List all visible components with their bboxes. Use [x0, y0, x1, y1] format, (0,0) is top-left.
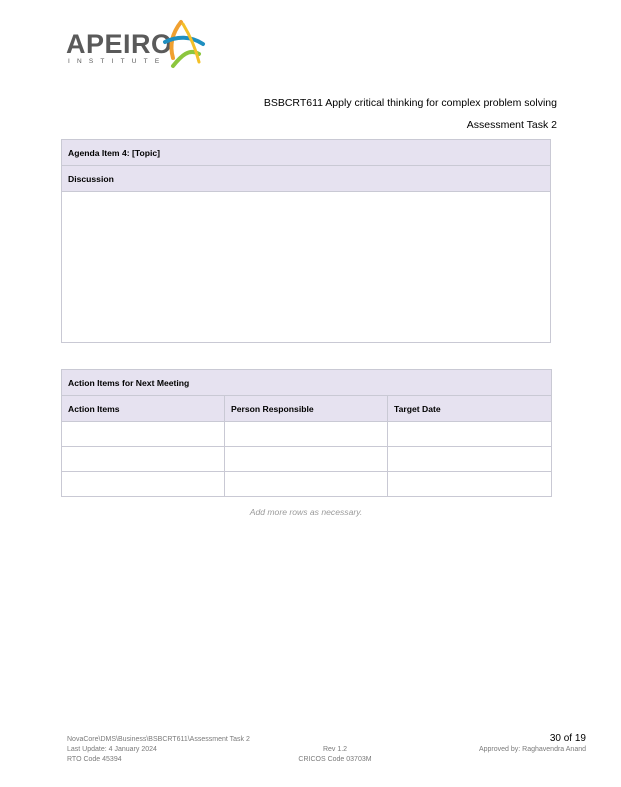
- table-cell[interactable]: [62, 422, 225, 447]
- footer-approved-by: Approved by: Raghavendra Anand: [478, 746, 586, 753]
- table-cell[interactable]: [388, 472, 552, 497]
- footer-left: [67, 735, 250, 765]
- column-header: Action Items: [62, 396, 225, 422]
- table-row: [62, 422, 552, 447]
- table-cell[interactable]: [62, 447, 225, 472]
- column-header: Person Responsible: [225, 396, 388, 422]
- table-cell[interactable]: [225, 447, 388, 472]
- table-cell[interactable]: [62, 472, 225, 497]
- table-cell[interactable]: [225, 472, 388, 497]
- footer-last-update: Last Update: 4 January 2024: [67, 746, 157, 753]
- logo-wordmark: APEIRO: [66, 29, 173, 59]
- table-cell[interactable]: [388, 447, 552, 472]
- column-header: Target Date: [388, 396, 552, 422]
- discussion-heading: Discussion: [62, 166, 551, 192]
- table-row: [62, 447, 552, 472]
- page-number: 30 of 19: [549, 733, 586, 744]
- unit-title: BSBCRT611 Apply critical thinking for complex problem solving: [263, 97, 557, 109]
- logo-subtitle: INSTITUTE: [68, 58, 167, 65]
- table-cell[interactable]: [225, 422, 388, 447]
- footer-path: NovaCore\DMS\Business\BSBCRT611\Assessment Task 2: [67, 736, 250, 743]
- footer-cricos-code: CRICOS Code 03703M: [298, 756, 372, 763]
- assessment-task: Assessment Task 2: [466, 119, 557, 131]
- table-cell[interactable]: [388, 422, 552, 447]
- agenda-table: [61, 139, 551, 343]
- apeiro-logo: [66, 18, 211, 70]
- agenda-heading: Agenda Item 4: [Topic]: [62, 140, 551, 166]
- action-items-heading: Action Items for Next Meeting: [62, 370, 552, 396]
- footer-rto-code: RTO Code 45394: [67, 756, 122, 763]
- add-rows-note: Add more rows as necessary.: [249, 507, 363, 517]
- logo-swoosh-icon: [159, 18, 207, 70]
- footer-revision: Rev 1.2: [322, 746, 348, 753]
- action-items-table: [61, 369, 552, 497]
- footer-center: [270, 745, 400, 765]
- table-row: [62, 472, 552, 497]
- discussion-cell[interactable]: [62, 192, 551, 343]
